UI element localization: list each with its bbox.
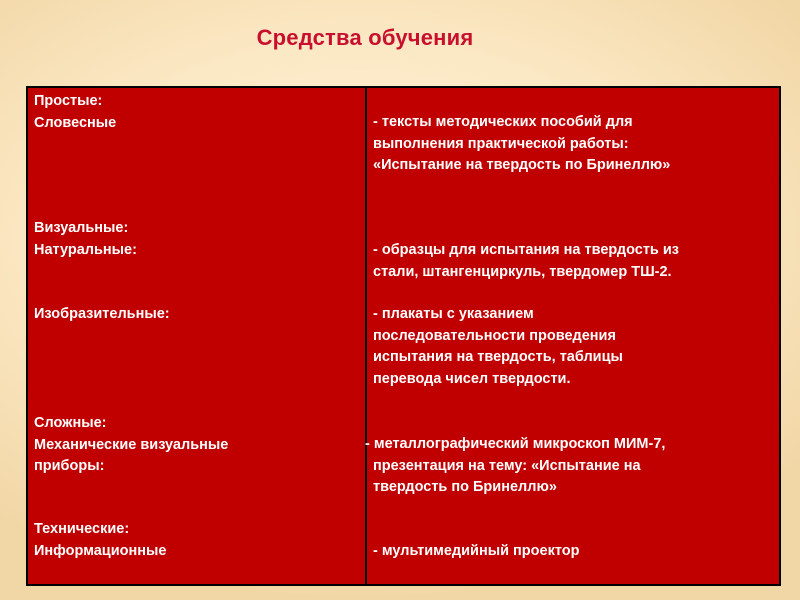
row-4-right-line-3: твердость по Бринеллю» bbox=[373, 479, 557, 495]
row-4-left-line-3: приборы: bbox=[34, 458, 105, 474]
row-4-left-line-2: Механические визуальные bbox=[34, 436, 229, 453]
row-3-right bbox=[373, 304, 623, 390]
row-5-left-line-1: Технические: bbox=[34, 521, 130, 537]
row-1-left-line-2: Словесные bbox=[34, 114, 117, 131]
row-4-right-line-2: презентация на тему: «Испытание на bbox=[373, 457, 641, 474]
row-1-right-line-2: выполнения практической работы: bbox=[373, 135, 629, 152]
row-1-right-line-3: «Испытание на твердость по Бринеллю» bbox=[373, 157, 671, 173]
row-2-left bbox=[34, 218, 137, 261]
row-3-right-line-4: перевода чисел твердости. bbox=[373, 370, 571, 387]
content-table bbox=[26, 86, 781, 586]
slide-title: Средства обучения bbox=[256, 25, 474, 50]
column-divider bbox=[365, 88, 367, 584]
row-5-right bbox=[373, 541, 579, 563]
row-4-left-line-1: Сложные: bbox=[34, 415, 107, 431]
row-1-right-line-1: - тексты методических пособий для bbox=[373, 114, 633, 130]
row-2-left-line-1: Визуальные: bbox=[34, 220, 129, 236]
row-1-left-line-1: Простые: bbox=[34, 93, 103, 109]
row-3-right-line-2: последовательности проведения bbox=[373, 327, 616, 344]
row-1-left bbox=[34, 91, 116, 134]
row-4-right bbox=[365, 434, 665, 499]
row-5-left bbox=[34, 519, 166, 562]
row-3-left-line-1: Изобразительные: bbox=[34, 306, 170, 322]
row-5-left-line-2: Информационные bbox=[34, 542, 167, 559]
row-5-right-line-1: - мультимедийный проектор bbox=[373, 543, 580, 559]
row-1-right bbox=[373, 112, 670, 177]
row-2-left-line-2: Натуральные: bbox=[34, 241, 137, 258]
row-2-right bbox=[373, 240, 679, 283]
row-3-left bbox=[34, 304, 170, 326]
row-3-right-line-1: - плакаты с указанием bbox=[373, 306, 534, 322]
row-2-right-line-2: стали, штангенциркуль, твердомер ТШ-2. bbox=[373, 263, 672, 280]
row-2-right-line-1: - образцы для испытания на твердость из bbox=[373, 242, 679, 258]
row-4-right-line-1: - металлографический микроскоп МИМ-7, bbox=[365, 436, 666, 452]
row-4-left bbox=[34, 413, 228, 478]
row-3-right-line-3: испытания на твердость, таблицы bbox=[373, 349, 623, 365]
